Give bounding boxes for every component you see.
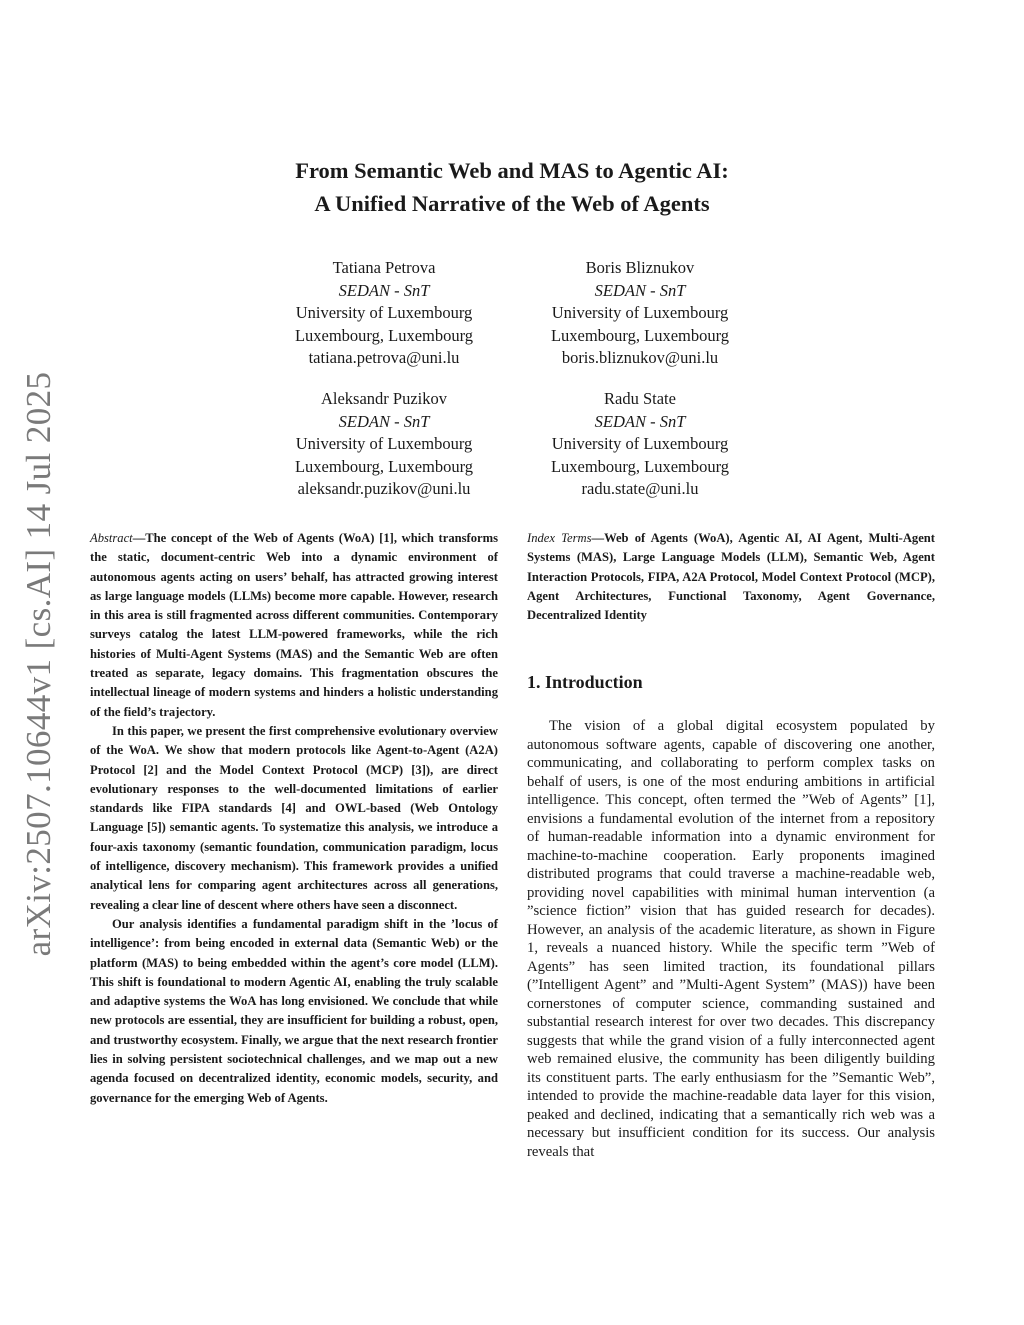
author-university: University of Luxembourg: [295, 303, 473, 322]
author-location: Luxembourg, Luxembourg: [294, 325, 474, 345]
author-name: Radu State: [604, 389, 676, 408]
author-email[interactable]: boris.bliznukov@uni.lu: [561, 348, 719, 367]
author-location: Luxembourg, Luxembourg: [550, 325, 730, 345]
author-name: Boris Bliznukov: [585, 258, 695, 277]
paper-title: [0, 154, 1024, 220]
author-block: [510, 388, 770, 501]
title-line-1: From Semantic Web and MAS to Agentic AI:: [295, 158, 729, 183]
author-university: University of Luxembourg: [551, 303, 729, 322]
abstract-paragraph: Our analysis identifies a fundamental paradigm shift in the ’locus of intelligence’: from being encoded in external data (Semantic Web) or the platform (MAS) to being embedded within the agent’s core model (LLM). This shift is foundational to modern Agentic AI, enabling the truly scalable and adaptive systems the WoA has long envisioned. We conclude that while new protocols are essential, they are insufficient for building a robust, open, and trustworthy ecosystem. Finally, we argue that the next research frontier lies in solving persistent sociotechnical challenges, and we map out a new agenda focused on decentralized identity, economic models, security, and governance for the emerging Web of Agents.: [90, 916, 498, 1105]
author-name: Tatiana Petrova: [332, 258, 436, 277]
abstract: [90, 529, 498, 1108]
author-affiliation: SEDAN - SnT: [338, 280, 430, 300]
index-terms-text: —Web of Agents (WoA), Agentic AI, AI Agent, Multi-Agent Systems (MAS), Large Language Models (LLM), Semantic Web, Agent Interaction Protocols, FIPA, A2A Protocol, Model Context Protocol (MCP), Agent Architectures, Functional Taxonomy, Agent Governance, Decentralized Identity: [527, 531, 935, 623]
title-line-2: A Unified Narrative of the Web of Agents: [314, 191, 710, 216]
abstract-label: Abstract: [90, 531, 133, 545]
author-name: Aleksandr Puzikov: [320, 389, 448, 408]
introduction-body: [527, 717, 935, 1161]
author-email[interactable]: aleksandr.puzikov@uni.lu: [297, 479, 471, 498]
author-affiliation: SEDAN - SnT: [338, 411, 430, 431]
author-block: [510, 257, 770, 370]
author-location: Luxembourg, Luxembourg: [294, 456, 474, 476]
arxiv-identifier-sidebar: [14, 371, 64, 957]
author-affiliation: SEDAN - SnT: [594, 280, 686, 300]
author-location: Luxembourg, Luxembourg: [550, 456, 730, 476]
section-heading-introduction: 1. Introduction: [527, 672, 643, 692]
introduction-paragraph: The vision of a global digital ecosystem populated by autonomous software agents, capable of discovering one another, communicating, and collaborating to perform complex tasks on behalf of users, is one of the most enduring ambitions in artificial intelligence. This concept, often termed the ”Web of Agents” [1], envisions a fundamental evolution of the internet from a repository of human-readable information into a dynamic environment for machine-to-machine cooperation. Early proponents imagined distributed programs that could traverse a machine-readable web, providing novel capabilities with minimal human intervention (a ”science fiction” vision that has guided research for decades). However, an analysis of the academic literature, as shown in Figure 1, reveals a nuanced history. While the specific term ”Web of Agents” has seen limited traction, its foundational pillars (”Intelligent Agent” and ”Multi-Agent System” (MAS)) have been cornerstones of computer science, commanding sustained and substantial research interest for over two decades. This discrepancy suggests that while the grand vision of a fully interconnected agent web remained elusive, the community has been diligently building its constituent parts. The early enthusiasm for the ”Semantic Web”, intended to provide the machine-readable data layer for this vision, peaked and declined, indicating that a semantically rich web was a necessary but insufficient condition for its success. Our analysis reveals that: [527, 718, 935, 1160]
author-affiliation: SEDAN - SnT: [594, 411, 686, 431]
abstract-text: —The concept of the Web of Agents (WoA) [1], which transforms the static, document-centric Web into a dynamic environment of autonomous agents acting on users’ behalf, has attracted growing interest as large language models (LLMs) become more capable. However, research in this area is still fragmented across different communities. Contemporary surveys catalog the latest LLM-powered frameworks, while the rich histories of Multi-Agent Systems (MAS) and the Semantic Web are often treated as separate, legacy domains. This fragmentation obscures the intellectual lineage of modern systems and hinders a holistic understanding of the field’s trajectory.: [90, 531, 498, 719]
author-block: [254, 388, 514, 501]
abstract-paragraph: In this paper, we present the first comprehensive evolutionary overview of the WoA. We show that modern protocols like Agent-to-Agent (A2A) Protocol [2] and the Model Context Protocol (MCP) [3]), are direct evolutionary responses to the well-documented limitations of earlier standards like FIPA standards [4] and OWL-based (Web Ontology Language [5]) semantic agents. To systematize this analysis, we introduce a four-axis taxonomy (semantic foundation, communication paradigm, locus of intelligence, discovery mechanism). This framework provides a unified analytical lens for comparing agent architectures across all generations, revealing a clear line of descent where others have seen a disconnect.: [90, 723, 498, 912]
arxiv-identifier[interactable]: arXiv:2507.10644v1 [cs.AI] 14 Jul 2025: [19, 371, 58, 957]
index-terms: [527, 529, 935, 625]
author-email[interactable]: radu.state@uni.lu: [581, 479, 699, 498]
index-terms-label: Index Terms: [527, 531, 592, 545]
author-university: University of Luxembourg: [551, 434, 729, 453]
author-block: [254, 257, 514, 370]
author-university: University of Luxembourg: [295, 434, 473, 453]
author-email[interactable]: tatiana.petrova@uni.lu: [308, 348, 460, 367]
abstract-paragraph: [90, 529, 498, 722]
